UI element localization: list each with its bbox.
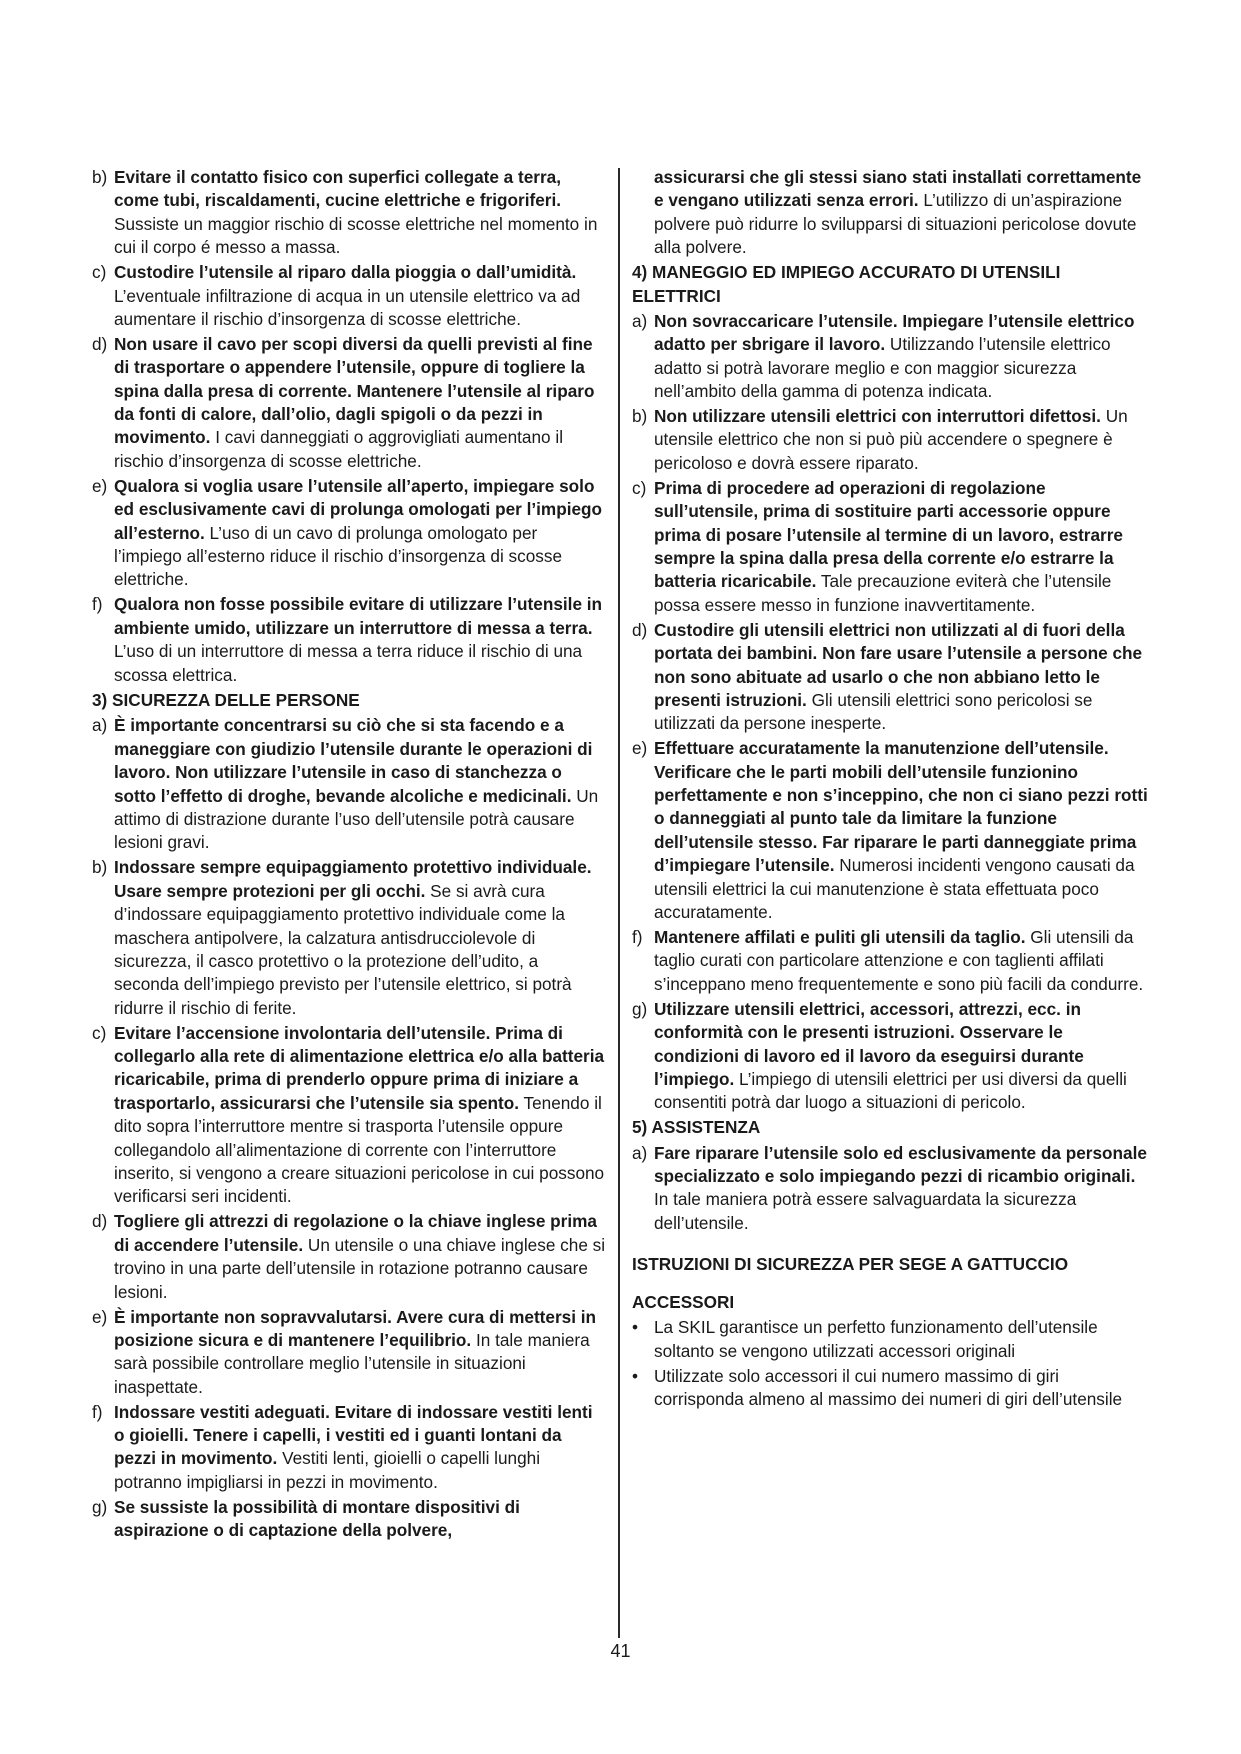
item-label: b) <box>92 857 108 878</box>
item-normal-text: Sussiste un maggior rischio di scosse elettriche nel momento in cui il corpo é messo a massa. <box>114 213 598 258</box>
item-normal-text: L’impiego di utensili elettrici per usi diversi da quelli consentiti potrà dar luogo a situazioni di pericolo. <box>654 1068 1127 1113</box>
item-label: c) <box>92 262 107 283</box>
item-normal-text: In tale maniera potrà essere salvaguardata la sicurezza dell’utensile. <box>654 1189 1077 1233</box>
item-label: d) <box>92 1211 108 1232</box>
item-label: a) <box>632 310 648 331</box>
item-label: a) <box>92 715 108 736</box>
section4-title: 4) MANEGGIO ED IMPIEGO ACCURATO DI UTENSILI ELETTRICI <box>632 262 1061 306</box>
item-bold-text: Togliere gli attrezzi di regolazione o la chiave inglese prima di accendere l’utensile. <box>114 1211 597 1255</box>
item-normal-text: L’eventuale infiltrazione di acqua in un utensile elettrico va ad aumentare il rischio d’insorgenza di scosse elettriche. <box>114 285 581 329</box>
item-label: d) <box>632 619 648 640</box>
item-label: d) <box>92 333 108 354</box>
heading-accessories: ACCESSORI <box>632 1291 735 1312</box>
item-normal-text: Numerosi incidenti vengono causati da utensili elettrici la cui manutenzione è stata effettuata poco accuratamente. <box>654 855 1135 923</box>
list-item <box>632 998 1152 1115</box>
list-item <box>92 333 606 473</box>
item-normal-text: Un attimo di distrazione durante l’uso dell’utensile potrà causare lesioni gravi. <box>114 785 599 853</box>
list-item <box>92 714 606 854</box>
section5-title: 5) ASSISTENZA <box>632 1117 761 1138</box>
bullet-item <box>632 1365 1152 1412</box>
list-item <box>92 166 606 260</box>
item-label: e) <box>632 738 648 759</box>
item-bold-text: È importante non sopravvalutarsi. Avere cura di mettersi in posizione sicura e di mantenere l’equilibrio. <box>114 1306 597 1350</box>
item-label: a) <box>632 1142 648 1163</box>
list-item <box>632 737 1152 924</box>
item-bold-text: Indossare sempre equipaggiamento protettivo individuale. Usare sempre protezioni per gli occhi. <box>114 857 592 901</box>
right-items-part2 <box>632 1142 1152 1236</box>
item-bold-text: Fare riparare l’utensile solo ed esclusivamente da personale specializzato e solo impiegando pezzi di ricambio originali. <box>654 1142 1147 1187</box>
item-normal-text: Tale precauzione eviterà che l’utensile possa essere messo in funzione inavvertitamente. <box>654 571 1112 615</box>
item-bold-text: Evitare l’accensione involontaria dell’utensile. Prima di collegarlo alla rete di alimentazione elettrica e/o alla batteria ricaricabile, prima di prenderlo oppure prima di iniziare a trasportarlo, assicurarsi che l’utensile sia spento. <box>114 1022 605 1113</box>
bullet-item <box>632 1316 1152 1363</box>
item-bold-text: Prima di procedere ad operazioni di regolazione sull’utensile, prima di sostituire parti accessorie oppure prima di posare l’utensile al termine di un lavoro, estrarre sempre la spina dalla presa della corrente e/o estrarre la batteria ricaricabile. <box>654 477 1123 592</box>
bullet-text: Utilizzate solo accessori il cui numero massimo di giri corrisponda almeno al massimo dei numeri di giri dell’utensile <box>654 1365 1123 1410</box>
item-label: g) <box>92 1496 108 1517</box>
item-normal-text: L’uso di un cavo di prolunga omologato per l’impiego all’esterno riduce il rischio d’insorgenza di scosse elettriche. <box>114 522 563 590</box>
list-item <box>92 1496 606 1543</box>
item-label: f) <box>92 1401 103 1422</box>
bullet-icon: • <box>632 1365 639 1386</box>
item-bold-text: Custodire gli utensili elettrici non utilizzati al di fuori della portata dei bambini. Non fare usare l’utensile a persone che non sono abituate ad usarlo o che non abbiano letto le presenti istruzioni. <box>654 619 1143 710</box>
list-item <box>632 619 1152 736</box>
list-item <box>92 1306 606 1400</box>
item-bold-text: Non sovraccaricare l’utensile. Impiegare l’utensile elettrico adatto per sbrigare il lavoro. <box>654 310 1135 355</box>
item-label: e) <box>92 475 108 496</box>
item-normal-text: Un utensile o una chiave inglese che si trovino in una parte dell’utensile in rotazione potranno causare lesioni. <box>114 1234 606 1302</box>
item-normal-text: Se si avrà cura d’indossare equipaggiamento protettivo individuale come la maschera antipolvere, la calzatura antisdrucciolevole di sicurezza, il casco protettivo o la protezione dell’udito, a seconda dell’impiego previsto per l’utensile elettrico, si potrà ridurre il rischio di ferite. <box>114 880 572 1018</box>
item-normal-text: Utilizzando l’utensile elettrico adatto si potrà lavorare meglio e con maggior sicurezza nell’ambito della gamma di potenza indicata. <box>654 334 1111 402</box>
item-normal-text: Un utensile elettrico che non si può più accendere o spegnere è pericoloso e dovrà essere riparato. <box>654 406 1128 473</box>
item-bold-text: Effettuare accuratamente la manutenzione dell’utensile. Verificare che le parti mobili dell’utensile funzionino perfettamente e non s’inceppino, che non ci siano pezzi rotti o danneggiati al punto tale da limitare la funzione dell’utensile stesso. Far riparare le parti danneggiate prima d’impiegare l’utensile. <box>654 738 1148 876</box>
item-bold-text: Evitare il contatto fisico con superfici collegate a terra, come tubi, riscaldamenti, cucine elettriche e frigoriferi. <box>114 167 562 211</box>
item-normal-text: Gli utensili elettrici sono pericolosi se utilizzati da persone inesperte. <box>654 689 1093 734</box>
list-item <box>92 475 606 592</box>
continuation-paragraph <box>632 166 1152 260</box>
item-bold-text: Qualora si voglia usare l’utensile all’aperto, impiegare solo ed esclusivamente cavi di prolunga omologati per l’impiego all’esterno. <box>114 475 603 543</box>
item-bold-text: Indossare vestiti adeguati. Evitare di indossare vestiti lenti o gioielli. Tenere i capelli, i vestiti ed i guanti lontani da pezzi in movimento. <box>114 1401 593 1469</box>
item-bold-text: Qualora non fosse possibile evitare di utilizzare l’utensile in ambiente umido, utilizzare un interruttore di messa a terra. <box>114 594 603 638</box>
item-bold-text: Custodire l’utensile al riparo dalla pioggia o dall’umidità. <box>114 262 577 283</box>
right-items-part1 <box>632 310 1152 1115</box>
list-item <box>92 593 606 687</box>
list-item <box>632 310 1152 404</box>
item-label: b) <box>92 167 108 187</box>
item-bold-text: Utilizzare utensili elettrici, accessori, attrezzi, ecc. in conformità con le presenti istruzioni. Osservare le condizioni di lavoro ed il lavoro da eseguirsi durante l’impiego. <box>654 998 1084 1089</box>
left-items-part2 <box>92 714 606 1542</box>
column-divider <box>618 168 620 1638</box>
list-item <box>92 1210 606 1304</box>
item-bold-text: Non utilizzare utensili elettrici con interruttori difettosi. <box>654 406 1101 427</box>
item-bold-text: Mantenere affilati e puliti gli utensili da taglio. <box>654 927 1026 947</box>
item-bold-text: Se sussiste la possibilità di montare dispositivi di aspirazione o di captazione della polvere, <box>114 1496 520 1541</box>
item-label: b) <box>632 406 648 427</box>
accessory-bullets <box>632 1316 1152 1412</box>
item-normal-text: Tenendo il dito sopra l’interruttore mentre si trasporta l’utensile oppure collegandolo all’alimentazione di corrente con l’interruttore inserito, si vengono a creare situazioni pericolose in cui possono verificarsi seri incidenti. <box>114 1092 605 1207</box>
item-normal-text: Vestiti lenti, gioielli o capelli lunghi potranno impigliarsi in pezzi in movimento. <box>114 1448 541 1492</box>
item-label: f) <box>632 927 643 947</box>
list-item <box>632 477 1152 617</box>
item-bold-text: Non usare il cavo per scopi diversi da quelli previsti al fine di trasportare o appendere l’utensile, oppure di togliere la spina dalla presa di corrente. Mantenere l’utensile al riparo da fonti di calore, dall’olio, dagli spigoli o da pezzi in movimento. <box>114 333 595 448</box>
item-label: f) <box>92 594 103 615</box>
left-column <box>92 166 606 1544</box>
list-item <box>632 1142 1152 1236</box>
item-label: g) <box>632 998 648 1019</box>
item-normal-text: L’uso di un interruttore di messa a terra riduce il rischio di una scossa elettrica. <box>114 641 583 685</box>
list-item <box>92 261 606 331</box>
bullet-text: La SKIL garantisce un perfetto funzionamento dell’utensile soltanto se vengono utilizzati accessori originali <box>654 1317 1098 1361</box>
section3-title: 3) SICUREZZA DELLE PERSONE <box>92 689 360 710</box>
item-normal-text: In tale maniera sarà possibile controllare meglio l’utensile in situazioni inaspettate. <box>114 1329 590 1397</box>
list-item <box>92 1401 606 1495</box>
page-number: 41 <box>610 1641 631 1661</box>
list-item <box>632 405 1152 475</box>
list-item <box>92 856 606 1020</box>
item-label: c) <box>92 1022 107 1043</box>
item-label: c) <box>632 477 647 498</box>
continuation-normal: L’utilizzo di un’aspirazione polvere può ridurre lo svilupparsi di situazioni pericolose dovute alla polvere. <box>654 190 1137 258</box>
item-bold-text: È importante concentrarsi su ciò che si sta facendo e a maneggiare con giudizio l’utensile durante le operazioni di lavoro. Non utilizzare l’utensile in caso di stanchezza o sotto l’effetto di droghe, bevande alcoliche e medicinali. <box>114 715 593 806</box>
continuation-bold: assicurarsi che gli stessi siano stati installati correttamente e vengano utilizzati senza errori. <box>654 167 1142 211</box>
item-normal-text: Gli utensili da taglio curati con particolare attenzione e con taglienti affilati s’inceppano meno frequentemente e sono più facili da condurre. <box>654 927 1144 994</box>
right-column <box>632 166 1152 1414</box>
list-item <box>632 926 1152 996</box>
heading-instructions: ISTRUZIONI DI SICUREZZA PER SEGE A GATTUCCIO <box>632 1254 1069 1275</box>
item-normal-text: I cavi danneggiati o aggrovigliati aumentano il rischio d’insorgenza di scosse elettriche. <box>114 427 564 471</box>
list-item <box>92 1022 606 1209</box>
bullet-icon: • <box>632 1317 639 1338</box>
item-label: e) <box>92 1306 108 1327</box>
left-items-part1 <box>92 166 606 687</box>
